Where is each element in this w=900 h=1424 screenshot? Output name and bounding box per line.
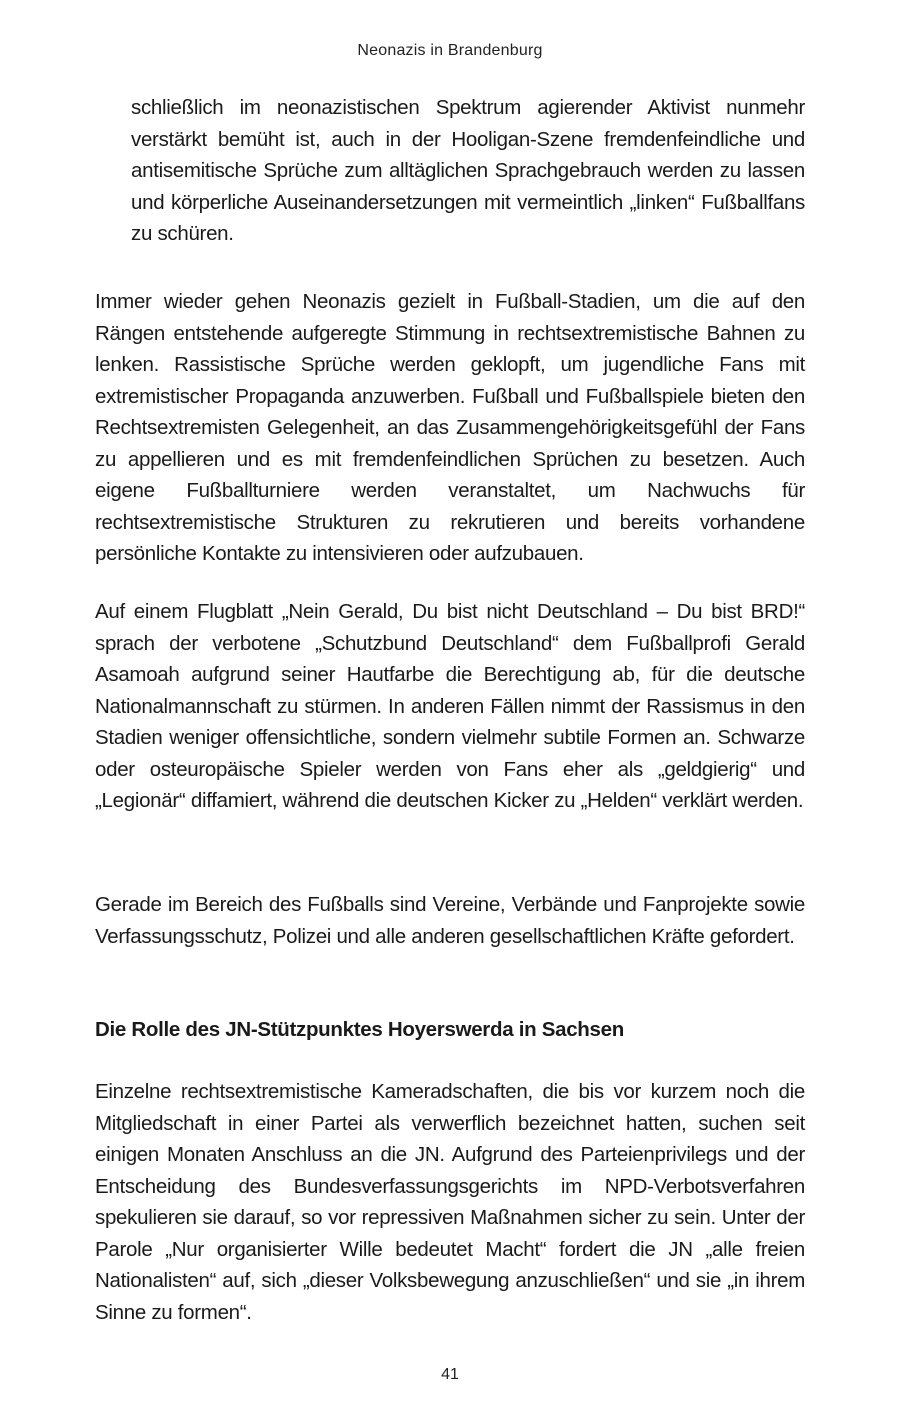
paragraph-jn-kameradschaften: Einzelne rechtsextremistische Kameradschaften, die bis vor kurzem noch die Mitgliedschaft in einer Partei als verwerflich bezeichnet hatten, suchen seit einigen Monaten Anschluss an die JN. Aufgrund des Parteienprivilegs und der Entscheidung des Bundesverfassungsgerichts im NPD-Verbotsverfahren spekulieren sie darauf, so vor repressiven Maßnahmen sicher zu sein. Unter der Parole „Nur organisierter Wille bedeutet Macht“ fordert die JN „alle freien Nationalisten“ auf, sich „dieser Volksbewegung anzuschließen“ und sie „in ihrem Sinne zu formen“. — [95, 1080, 805, 1324]
page-number: 41 — [441, 1366, 459, 1383]
paragraph-football-stadiums: Immer wieder gehen Neonazis gezielt in Fußball-Stadien, um die auf den Rängen entstehende aufgeregte Stimmung in rechtsextremistische Bahnen zu lenken. Rassistische Sprüche werden geklopft, um jugendliche Fans mit extremistischer Propaganda anzuwerben. Fußball und Fußballspiele bieten den Rechtsextremisten Gelegenheit, an das Zusammengehörigkeitsgefühl der Fans zu appellieren und es mit fremdenfeindlichen Sprüchen zu besetzen. Auch eigene Fußballturniere werden veranstaltet, um Nachwuchs für rechtsextremistische Strukturen zu rekrutieren und bereits vorhandene persönliche Kontakte zu intensivieren oder aufzubauen. — [95, 290, 805, 565]
running-header: Neonazis in Brandenburg — [357, 42, 543, 59]
paragraph-flyer-asamoah: Auf einem Flugblatt „Nein Gerald, Du bist nicht Deutschland – Du bist BRD!“ sprach der verbotene „Schutzbund Deutschland“ dem Fußballprofi Gerald Asamoah aufgrund seiner Hautfarbe die Berechtigung ab, für die deutsche Nationalmannschaft zu stürmen. In anderen Fällen nimmt der Rassismus in den Stadien weniger offensichtliche, sondern vielmehr subtile Formen an. Schwarze oder osteuropäische Spieler werden von Fans eher als „geldgierig“ und „Legionär“ diffamiert, während die deutschen Kicker zu „Helden“ verklärt werden. — [95, 600, 805, 812]
section-heading: Die Rolle des JN-Stützpunktes Hoyerswerda in Sachsen — [95, 1018, 624, 1041]
paragraph-continued: schließlich im neonazistischen Spektrum agierender Aktivist nunmehr verstärkt bemüht ist, auch in der Hooligan-Szene fremdenfeindliche und antisemitische Sprüche zum alltäglichen Sprachgebrauch werden zu lassen und körperliche Auseinandersetzungen mit vermeintlich „linken“ Fußballfans zu schüren. — [131, 96, 805, 245]
paragraph-call-to-action: Gerade im Bereich des Fußballs sind Vereine, Verbände und Fanprojekte sowie Verfassungsschutz, Polizei und alle anderen gesellschaftlichen Kräfte gefordert. — [95, 893, 805, 948]
